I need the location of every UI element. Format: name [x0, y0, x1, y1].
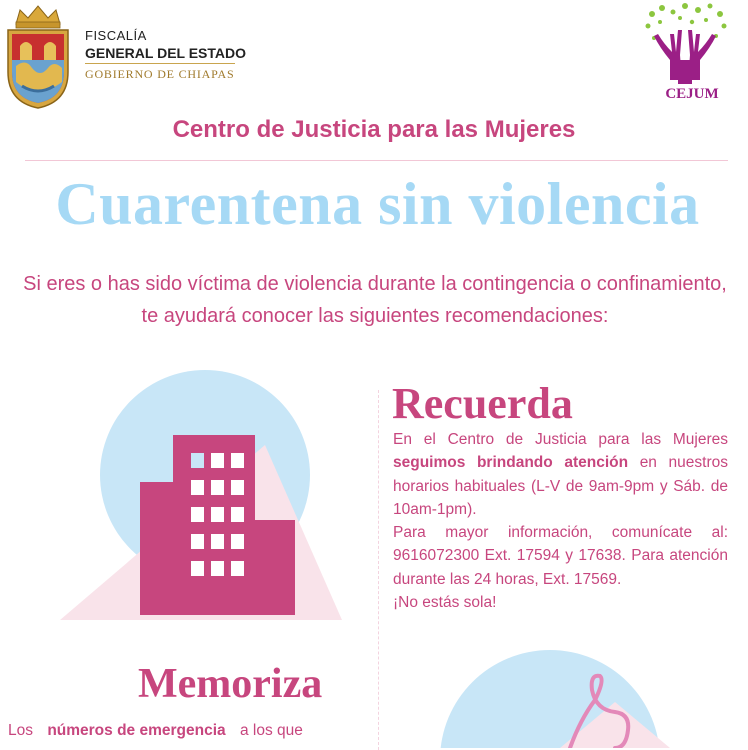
ribbon-illustration	[440, 640, 730, 748]
recuerda-emphasis: seguimos brindando atención	[393, 454, 629, 472]
recuerda-paragraph-1: En el Centro de Justicia para las Mujeres seguimos brindando atención en nuestros horarios habituales (L-V de 9am-9pm y Sáb. de 10am-1pm).	[393, 431, 728, 518]
header-divider	[85, 63, 235, 64]
column-separator	[378, 390, 379, 750]
cejum-label: CEJUM	[665, 86, 719, 102]
recuerda-body	[393, 428, 728, 614]
recuerda-paragraph-3: ¡No estás sola!	[393, 594, 497, 612]
main-title: Cuarentena sin violencia	[55, 171, 700, 237]
fiscalia-label: FISCALÍA	[85, 28, 147, 43]
recuerda-paragraph-2: Para mayor información, comunícate al: 9616072300 Ext. 17594 y 17638. Para atención durante las 24 horas, Ext. 17569.	[393, 524, 728, 588]
memoriza-heading: Memoriza	[138, 661, 323, 707]
intro-text: Si eres o has sido víctima de violencia durante la contingencia o confinamiento, te ayudará conocer las siguientes recomendaciones:	[23, 273, 727, 327]
building-illustration	[60, 370, 350, 625]
recuerda-heading: Recuerda	[392, 379, 573, 428]
title-divider	[25, 160, 728, 161]
memoriza-text: Los números de emergencia a los que	[8, 722, 303, 739]
gobierno-de-chiapas-label: GOBIERNO DE CHIAPAS	[85, 67, 235, 81]
memoriza-emphasis: números de emergencia	[47, 722, 226, 739]
general-del-estado-label: GENERAL DEL ESTADO	[85, 45, 247, 61]
center-title: Centro de Justicia para las Mujeres	[172, 116, 576, 143]
chiapas-crest-logo	[2, 2, 74, 110]
